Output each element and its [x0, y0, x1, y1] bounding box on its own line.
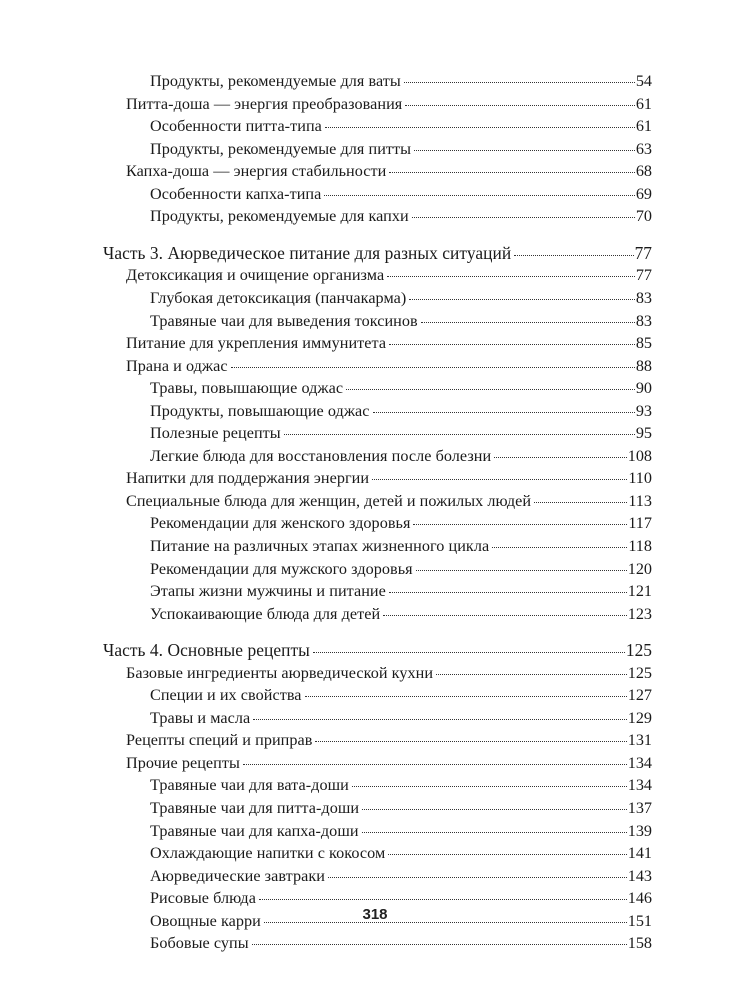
toc-entry-title: Овощные карри: [150, 912, 261, 930]
toc-entry-title: Полезные рецепты: [150, 424, 281, 442]
toc-entry-title: Часть 3. Аюрведическое питание для разных ситуаций: [103, 243, 512, 263]
toc-entry-page: 77: [634, 243, 652, 263]
toc-entry-page: 143: [627, 867, 652, 885]
dot-leader: [492, 546, 627, 548]
dot-leader: [346, 388, 635, 390]
dot-leader: [252, 943, 627, 945]
toc-entry-page: 90: [635, 379, 652, 397]
toc-entry-page: 110: [628, 469, 652, 487]
toc-section: [126, 752, 652, 774]
toc-entry-title: Рекомендации для мужского здоровья: [150, 560, 413, 578]
toc-entry-title: Питание на различных этапах жизненного цикла: [150, 537, 490, 555]
toc-subsection: [150, 115, 652, 137]
toc-entry-title: Травяные чаи для питта-доши: [150, 799, 360, 817]
dot-leader: [305, 695, 627, 697]
toc-entry-page: 139: [627, 822, 652, 840]
dot-leader: [373, 411, 635, 413]
toc-part-heading: [103, 242, 652, 264]
dot-leader: [231, 366, 635, 368]
toc-subsection: [150, 70, 652, 92]
toc-subsection: [150, 684, 652, 706]
toc-entry-title: Часть 4. Основные рецепты: [103, 640, 310, 660]
toc-subsection: [150, 558, 652, 580]
toc-section: [126, 93, 652, 115]
toc-subsection: [150, 707, 652, 729]
toc-subsection: [150, 287, 652, 309]
toc-subsection: [150, 603, 652, 625]
toc-section: [126, 160, 652, 182]
toc-entry-title: Продукты, рекомендуемые для капхи: [150, 207, 409, 225]
toc-entry-page: 95: [635, 424, 652, 442]
toc-entry-title: Глубокая детоксикация (панчакарма): [150, 289, 407, 307]
toc-subsection: [150, 512, 652, 534]
dot-leader: [324, 194, 634, 196]
toc-entry-page: 134: [627, 754, 652, 772]
toc-subsection: [150, 797, 652, 819]
toc-entry-page: 85: [635, 334, 652, 352]
dot-leader: [387, 275, 635, 277]
toc-entry-title: Успокаивающие блюда для детей: [150, 605, 381, 623]
toc-entry-title: Травяные чаи для капха-доши: [150, 822, 359, 840]
dot-leader: [388, 853, 626, 855]
toc-subsection: [150, 205, 652, 227]
toc-subsection: [150, 377, 652, 399]
toc-subsection: [150, 422, 652, 444]
toc-subsection: [150, 183, 652, 205]
dot-leader: [284, 433, 635, 435]
toc-entry-page: 54: [635, 72, 652, 90]
toc-entry-title: Этапы жизни мужчины и питание: [150, 582, 386, 600]
dot-leader: [328, 876, 627, 878]
toc-subsection: [150, 774, 652, 796]
toc-section: [126, 729, 652, 751]
dot-leader: [253, 718, 626, 720]
toc-entry-title: Питта-доша — энергия преобразования: [126, 95, 403, 113]
toc-entry-title: Травяные чаи для вата-доши: [150, 776, 349, 794]
toc-entry-page: 134: [627, 776, 652, 794]
toc-part-heading: [103, 639, 652, 661]
toc-entry-page: 108: [627, 447, 652, 465]
toc-entry-title: Особенности питта-типа: [150, 117, 322, 135]
toc-entry-page: 83: [635, 312, 652, 330]
toc-subsection: [150, 400, 652, 422]
toc-entry-page: 121: [627, 582, 652, 600]
toc-entry-page: 70: [635, 207, 652, 225]
dot-leader: [416, 569, 627, 571]
dot-leader: [413, 523, 627, 525]
toc-entry-page: 88: [635, 357, 652, 375]
toc-entry-page: 158: [627, 934, 652, 952]
dot-leader: [494, 456, 626, 458]
toc-entry-title: Продукты, рекомендуемые для питты: [150, 140, 412, 158]
toc-subsection: [150, 535, 652, 557]
toc-entry-title: Бобовые супы: [150, 934, 249, 952]
toc-entry-page: 146: [627, 889, 652, 907]
toc-entry-page: 61: [635, 117, 652, 135]
toc-entry-page: 118: [628, 537, 652, 555]
dot-leader: [409, 298, 634, 300]
toc-entry-page: 113: [628, 492, 652, 510]
toc-entry-title: Особенности капха-типа: [150, 185, 322, 203]
toc-subsection: [150, 865, 652, 887]
toc-entry-page: 137: [627, 799, 652, 817]
dot-leader: [405, 104, 635, 106]
page-number: 318: [362, 906, 388, 923]
toc-section: [126, 264, 652, 286]
dot-leader: [534, 501, 627, 503]
dot-leader: [421, 321, 635, 323]
toc-entry-page: 61: [635, 95, 652, 113]
toc-entry-title: Прочие рецепты: [126, 754, 240, 772]
toc-subsection: [150, 842, 652, 864]
toc-entry-page: 120: [627, 560, 652, 578]
toc-entry-title: Легкие блюда для восстановления после болезни: [150, 447, 492, 465]
dot-leader: [362, 808, 627, 810]
toc-entry-title: Рецепты специй и приправ: [126, 731, 313, 749]
toc-subsection: [150, 138, 652, 160]
toc-subsection: [150, 310, 652, 332]
toc-entry-page: 83: [635, 289, 652, 307]
toc-entry-page: 131: [627, 731, 652, 749]
toc-entry-page: 63: [635, 140, 652, 158]
dot-leader: [372, 478, 627, 480]
toc-section: [126, 332, 652, 354]
toc-section: [126, 490, 652, 512]
toc-entry-title: Травы и масла: [150, 709, 251, 727]
dot-leader: [352, 785, 627, 787]
toc-section: [126, 355, 652, 377]
toc-entry-page: 69: [635, 185, 652, 203]
toc-entry-title: Напитки для поддержания энергии: [126, 469, 370, 487]
toc-subsection: [150, 932, 652, 954]
dot-leader: [313, 651, 625, 653]
toc-entry-title: Рекомендации для женского здоровья: [150, 514, 411, 532]
toc-entry-title: Капха-доша — энергия стабильности: [126, 162, 387, 180]
toc-entry-title: Детоксикация и очищение организма: [126, 266, 385, 284]
toc-entry-page: 127: [627, 686, 652, 704]
toc-subsection: [150, 445, 652, 467]
toc-entry-page: 93: [635, 402, 652, 420]
dot-leader: [315, 740, 626, 742]
dot-leader: [325, 126, 635, 128]
toc-entry-title: Продукты, рекомендуемые для ваты: [150, 72, 401, 90]
dot-leader: [259, 898, 627, 900]
toc-entry-title: Специальные блюда для женщин, детей и пожилых людей: [126, 492, 532, 510]
toc-entry-page: 123: [627, 605, 652, 623]
toc-entry-title: Специи и их свойства: [150, 686, 302, 704]
dot-leader: [389, 171, 634, 173]
dot-leader: [412, 216, 635, 218]
toc-entry-page: 125: [625, 640, 652, 660]
dot-leader: [404, 81, 635, 83]
toc-entry-title: Прана и оджас: [126, 357, 228, 375]
dot-leader: [514, 254, 633, 256]
toc-section: [126, 467, 652, 489]
toc-entry-title: Охлаждающие напитки с кокосом: [150, 844, 386, 862]
toc-entry-page: 117: [628, 514, 652, 532]
toc-entry-page: 68: [635, 162, 652, 180]
toc-subsection: [150, 580, 652, 602]
toc-subsection: [150, 820, 652, 842]
dot-leader: [383, 614, 626, 616]
dot-leader: [389, 591, 627, 593]
toc-section: [126, 662, 652, 684]
toc-entry-title: Питание для укрепления иммунитета: [126, 334, 387, 352]
toc-entry-title: Рисовые блюда: [150, 889, 256, 907]
dot-leader: [243, 763, 627, 765]
toc-entry-title: Аюрведические завтраки: [150, 867, 325, 885]
dot-leader: [436, 673, 627, 675]
dot-leader: [362, 831, 627, 833]
dot-leader: [414, 149, 635, 151]
toc-entry-page: 129: [627, 709, 652, 727]
toc-entry-page: 125: [627, 664, 652, 682]
toc-entry-page: 141: [627, 844, 652, 862]
toc-entry-title: Базовые ингредиенты аюрведической кухни: [126, 664, 434, 682]
dot-leader: [389, 343, 635, 345]
toc-entry-title: Продукты, повышающие оджас: [150, 402, 370, 420]
toc-entry-page: 151: [627, 912, 652, 930]
toc-entry-title: Травы, повышающие оджас: [150, 379, 344, 397]
toc-entry-page: 77: [635, 266, 652, 284]
toc-entry-title: Травяные чаи для выведения токсинов: [150, 312, 418, 330]
